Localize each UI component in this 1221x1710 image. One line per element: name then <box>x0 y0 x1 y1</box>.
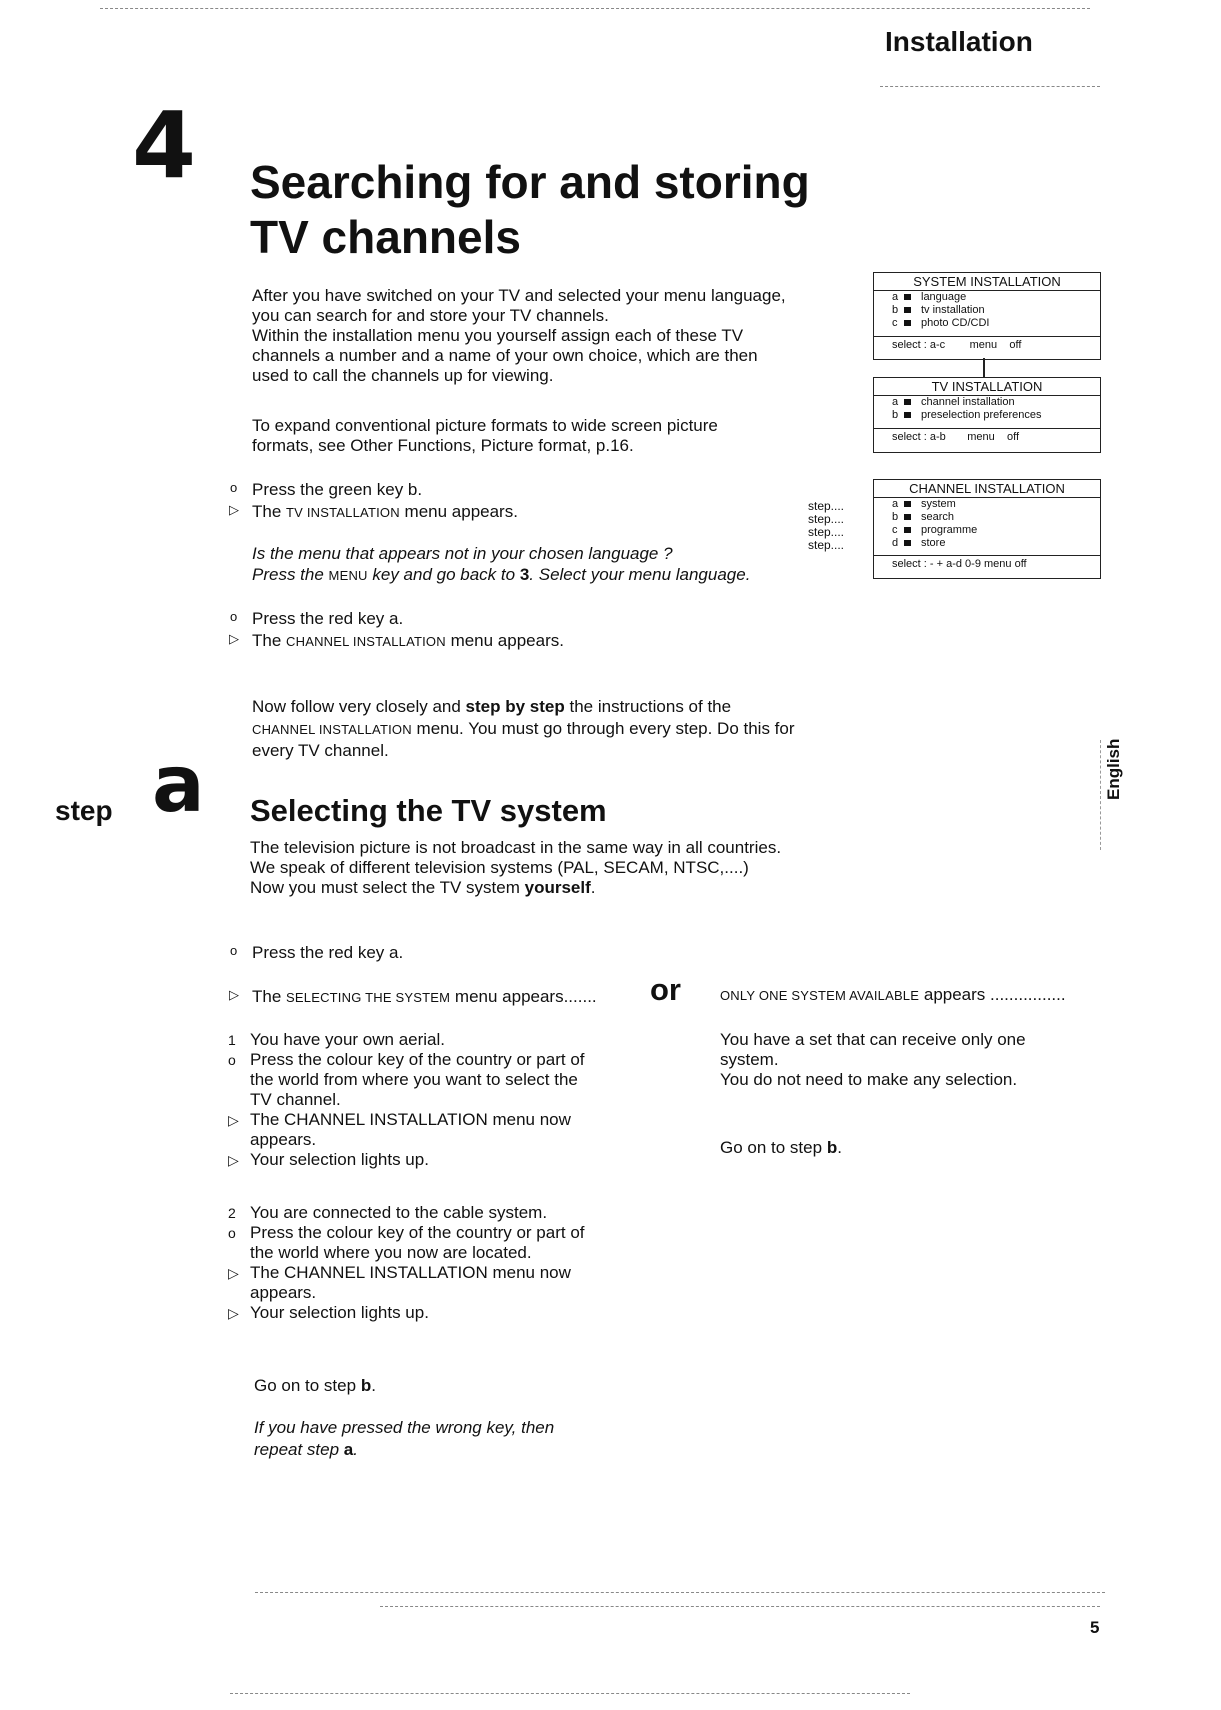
menu-item: b search <box>892 511 955 523</box>
tv-installation-menu <box>873 377 1101 453</box>
menu-item: b preselection preferences <box>892 409 1042 421</box>
subtitle: Selecting the TV system <box>250 793 607 828</box>
menu-item: a channel installation <box>892 396 1015 408</box>
menu-footer: select : a-b menu off <box>874 428 1100 445</box>
menu-title: SYSTEM INSTALLATION <box>874 273 1100 291</box>
system-intro: The television picture is not broadcast in the same way in all countries. We speak of different television systems (PAL, SECAM, NTSC,....) Now you must select the TV system yourself. <box>250 838 782 897</box>
top-rule <box>100 8 1090 9</box>
channel-installation-menu <box>873 479 1101 579</box>
red-key-line-2: Press the red key a. <box>252 943 404 962</box>
language-tab: English <box>1104 738 1123 800</box>
follow-line-1: Now follow very closely and step by step the instructions of the <box>252 697 732 716</box>
intro-line: you can search for and store your TV channels. <box>252 306 609 325</box>
arrow-icon: ▷ <box>229 631 239 646</box>
right-column-text: You have a set that can receive only one system. You do not need to make any selection. <box>720 1030 1026 1089</box>
lang-instruction: Press the MENU key and go back to 3. Select your menu language. <box>252 565 751 584</box>
red-key-line-1: Press the red key a. <box>252 609 404 628</box>
menu-footer: select : a-c menu off <box>874 336 1100 353</box>
bullet-o: o <box>230 480 238 495</box>
follow-line-2: CHANNEL INSTALLATION menu. You must go through every step. Do this for <box>252 719 795 738</box>
list-item: the world from where you want to select the <box>250 1070 578 1089</box>
intro-paragraph <box>252 286 872 386</box>
bottom-rule <box>255 1592 1105 1593</box>
menu-title: CHANNEL INSTALLATION <box>874 480 1100 498</box>
goto-step-left: Go on to step b. <box>254 1376 376 1395</box>
green-key-line: Press the green key b. <box>252 480 423 499</box>
step-4-icon: 4 <box>132 92 197 199</box>
section-title: Installation <box>885 26 1033 57</box>
bullet-o: o <box>230 609 238 624</box>
lang-question: Is the menu that appears not in your chosen language ? <box>252 544 673 563</box>
intro-line: After you have switched on your TV and selected your menu language, <box>252 286 786 305</box>
list-item: appears. <box>250 1283 317 1302</box>
header-rule <box>880 86 1100 87</box>
channel-menu-line: The CHANNEL INSTALLATION menu appears. <box>252 631 564 650</box>
page-number: 5 <box>1090 1618 1100 1637</box>
intro-line: Within the installation menu you yourself assign each of these TV <box>252 326 744 345</box>
list-item: ▷ The CHANNEL INSTALLATION menu now <box>228 1263 571 1282</box>
connector <box>983 358 985 378</box>
menu-title: TV INSTALLATION <box>874 378 1100 396</box>
list-item: ▷ The CHANNEL INSTALLATION menu now <box>228 1110 571 1129</box>
menu-item: a language <box>892 291 967 303</box>
menu-item: b tv installation <box>892 304 985 316</box>
step-label: step <box>55 795 113 826</box>
formats-line: To expand conventional picture formats to wide screen picture <box>252 416 718 435</box>
list-item: o Press the colour key of the country or part of <box>228 1050 585 1069</box>
page-title-line2: TV channels <box>250 211 521 263</box>
tv-menu-line: The TV INSTALLATION menu appears. <box>252 502 518 521</box>
menu-item: d store <box>892 537 946 549</box>
bullet-o: o <box>230 943 238 958</box>
intro-line: channels a number and a name of your own choice, which are then <box>252 346 758 365</box>
bottom-rule <box>380 1606 1100 1607</box>
wrong-key-line-2: repeat step a. <box>254 1440 358 1459</box>
list-item: ▷ Your selection lights up. <box>228 1150 429 1169</box>
list-item: ▷ Your selection lights up. <box>228 1303 429 1322</box>
page-title-line1: Searching for and storing <box>250 156 810 208</box>
list-item: TV channel. <box>250 1090 341 1109</box>
menu-item: c programme <box>892 524 978 536</box>
aerial-steps <box>228 1030 668 1170</box>
arrow-icon: ▷ <box>229 502 239 517</box>
intro-line: used to call the channels up for viewing. <box>252 366 554 385</box>
menu-footer: select : - + a-d 0-9 menu off <box>874 555 1100 572</box>
list-item: 1 You have your own aerial. <box>228 1030 446 1049</box>
goto-step-right: Go on to step b. <box>720 1138 842 1157</box>
list-item: appears. <box>250 1130 317 1149</box>
footer-rule <box>230 1693 910 1694</box>
step-a-icon: a <box>152 740 205 830</box>
or-label: or <box>650 972 681 1007</box>
only-one-line: ONLY ONE SYSTEM AVAILABLE appears ................ <box>720 985 1066 1004</box>
wrong-key-line-1: If you have pressed the wrong key, then <box>254 1418 555 1437</box>
formats-paragraph <box>252 416 852 456</box>
selecting-menu-line: The SELECTING THE SYSTEM menu appears....... <box>252 987 597 1006</box>
formats-line: formats, see Other Functions, Picture format, p.16. <box>252 436 634 455</box>
follow-line-3: every TV channel. <box>252 741 389 760</box>
step-labels: step.... step.... step.... step.... <box>808 499 845 552</box>
arrow-icon: ▷ <box>229 987 239 1002</box>
system-installation-menu <box>873 272 1101 360</box>
list-item: 2 You are connected to the cable system. <box>228 1203 548 1222</box>
list-item: the world where you now are located. <box>250 1243 532 1262</box>
cable-steps <box>228 1203 668 1323</box>
menu-item: a system <box>892 498 956 510</box>
list-item: o Press the colour key of the country or part of <box>228 1223 585 1242</box>
menu-item: c photo CD/CDI <box>892 317 990 329</box>
